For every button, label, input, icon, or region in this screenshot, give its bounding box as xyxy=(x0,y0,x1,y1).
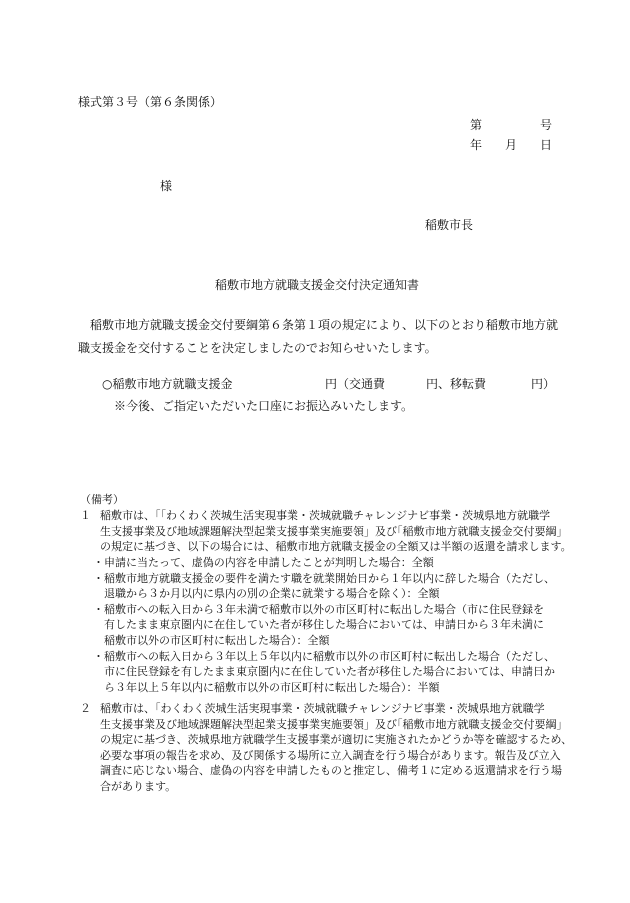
addressee-honorific: 様 xyxy=(160,179,173,193)
form-label: 様式第３号（第６条関係） xyxy=(78,95,223,109)
remark-number: １ xyxy=(80,509,91,522)
remark-line: 生支援事業及び地域課題解決型起業支援事業実施要領」及び｢稲敷市地方就職支援金交付要綱｣ xyxy=(100,717,562,731)
remark-bullet: ・申請に当たって、虚偽の内容を申請したことが判明した場合：全額 xyxy=(93,556,434,569)
remark-bullet: 退職から３か月以内に県内の別の企業に就業する場合を除く）：全額 xyxy=(93,587,440,601)
remark-bullet: 稲敷市以外の市区町村に転出した場合）：全額 xyxy=(93,633,330,647)
body-line: 稲敷市地方就職支援金交付要綱第６条第１項の規定により、以下のとおり稲敷市地方就 xyxy=(90,318,559,332)
remark-bullet: ・稲敷市への転入日から３年未満で稲敷市以外の市区町村に転出した場合（市に住民登録を xyxy=(93,602,544,616)
remark-bullet: 有したまま東京圏内に在住していた者が移住した場合においては、申請日から３年未満に xyxy=(93,618,544,632)
transfer-note: ※今後、ご指定いただいた口座にお振込みいたします。 xyxy=(114,399,414,413)
doc-number-prefix: 第 xyxy=(470,118,483,132)
amount-total-unit: 円（交通費 xyxy=(325,377,386,391)
remark-bullet: ら３年以上５年以内に稲敷市以外の市区町村に転出した場合）：半額 xyxy=(93,680,440,694)
date-year: 年 xyxy=(470,138,483,152)
remark-item-2 xyxy=(100,701,572,795)
remark-line: の規定に基づき、茨城県地方就職学生支援事業が適切に実施されたかどうか等を確認するため、 xyxy=(100,733,573,747)
doc-number-suffix: 号 xyxy=(540,118,553,132)
remark-item-1-bullets xyxy=(93,555,555,695)
remark-bullet: ・稲敷市への転入日から３年以上５年以内に稲敷市以外の市区町村に転出した場合（ただし、 xyxy=(93,649,555,663)
remark-bullet: 市に住民登録を有したまま東京圏内に在住していた者が移住した場合においては、申請日か xyxy=(93,665,555,679)
remark-line: 稲敷市は、「わくわく茨城生活実現事業・茨城就職チャレンジナビ事業・茨城県地方就職学 xyxy=(100,702,545,715)
amount-label: ○稲敷市地方就職支援金 xyxy=(102,377,233,391)
body-line: 職支援金を交付することを決定しましたのでお知らせいたします。 xyxy=(78,341,437,355)
remark-line: 生支援事業及び地域課題解決型起業支援事業実施要領」及び｢稲敷市地方就職支援金交付要綱｣ xyxy=(100,524,562,538)
amount-transport-unit: 円、移転費 xyxy=(426,377,487,391)
issuer: 稲敷市長 xyxy=(425,218,474,232)
remark-bullet: ・稲敷市地方就職支援金の要件を満たす職を就業開始日から１年以内に辞した場合（ただし、 xyxy=(93,571,555,585)
date-day: 日 xyxy=(540,138,553,152)
date-month: 月 xyxy=(505,138,518,152)
body-text xyxy=(78,314,558,360)
remark-line: の規定に基づき、以下の場合には、稲敷市地方就職支援金の全額又は半額の返還を請求します。 xyxy=(100,540,572,554)
remark-line: 合があります。 xyxy=(100,779,177,793)
remark-line: 必要な事項の報告を求め、及び関係する場所に立入調査を行う場合があります。報告及び立入 xyxy=(100,748,561,762)
amount-moving-unit: 円） xyxy=(531,377,556,391)
remark-number: ２ xyxy=(80,702,91,715)
document-title: 稲敷市地方就職支援金交付決定通知書 xyxy=(215,278,420,292)
remark-line: 調査に応じない場合、虚偽の内容を申請したものと推定し、備考１に定める返還請求を行う場 xyxy=(100,764,562,778)
remark-item-1 xyxy=(100,508,572,555)
remark-line: 稲敷市は、｢「わくわく茨城生活実現事業・茨城就職チャレンジナビ事業・茨城県地方就職学 xyxy=(100,509,551,522)
remarks-heading: （備考） xyxy=(80,493,124,506)
